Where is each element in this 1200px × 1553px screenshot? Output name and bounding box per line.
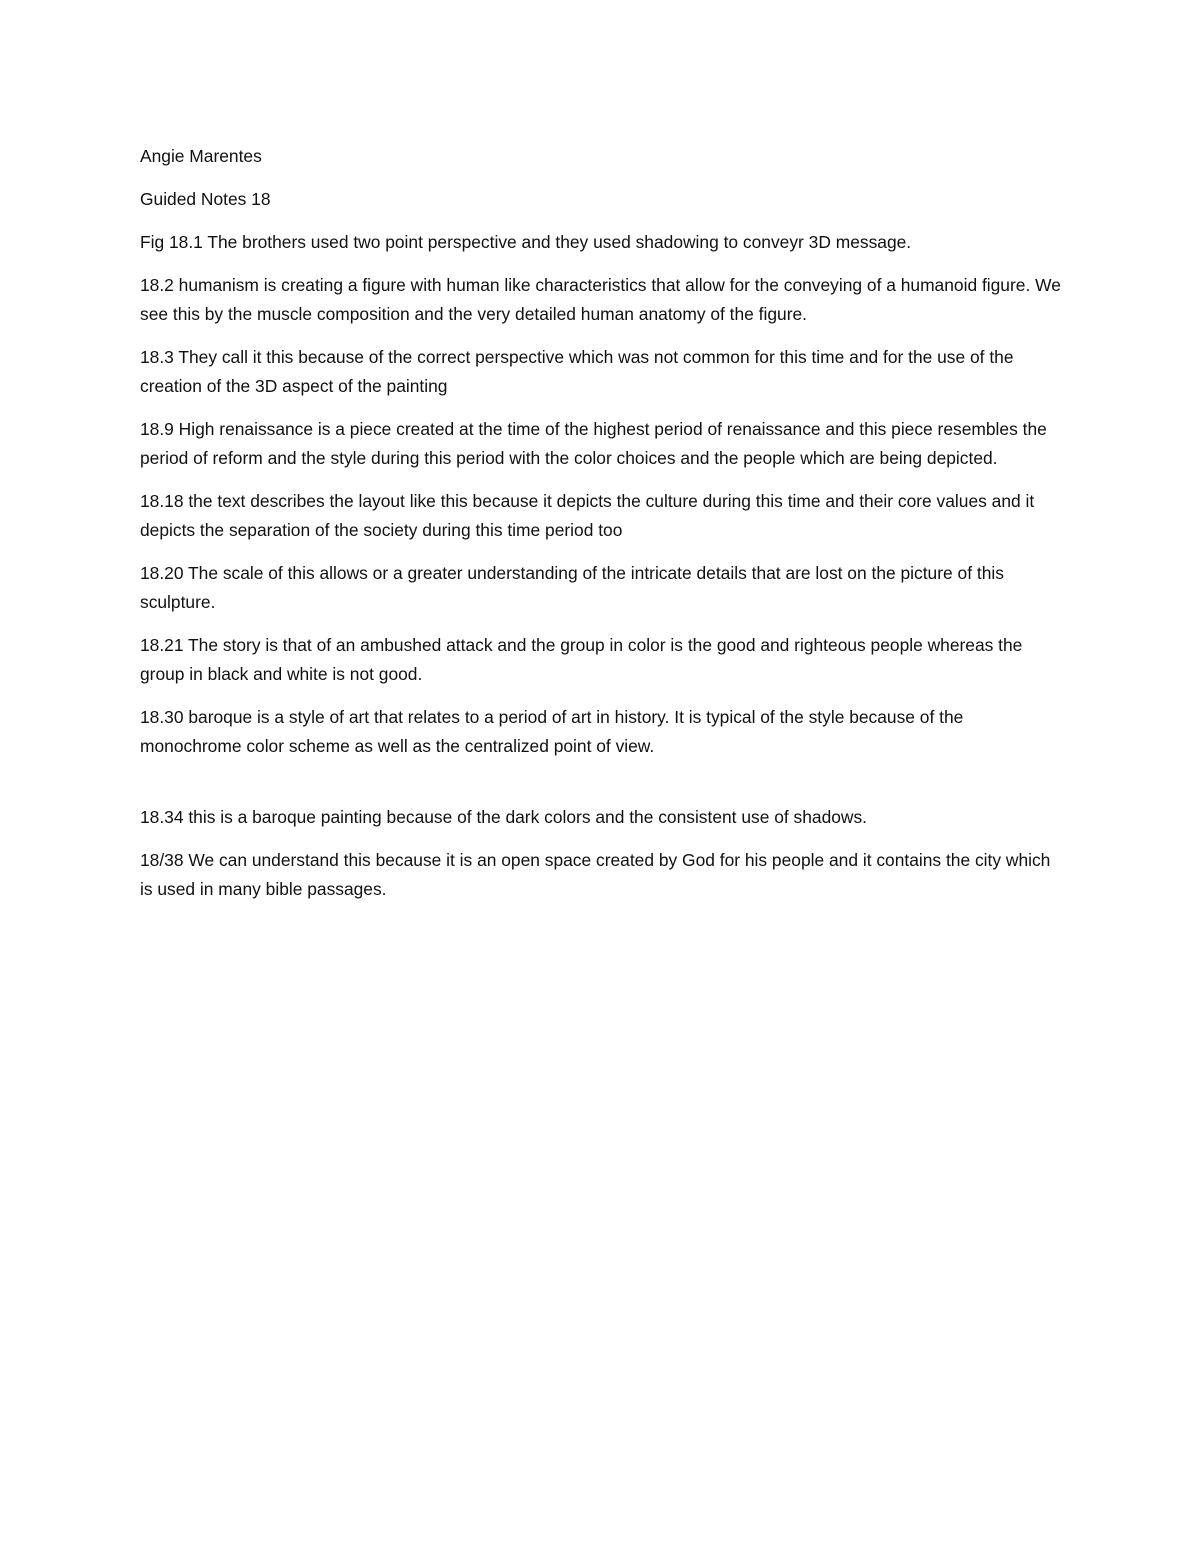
note-paragraph: 18/38 We can understand this because it is an open space created by God for his people and it contains the city which is used in many bible passages. — [140, 850, 1051, 899]
author-name: Angie Marentes — [140, 146, 262, 166]
note-paragraph: 18.2 humanism is creating a figure with human like characteristics that allow for the conveying of a humanoid figure. We see this by the muscle composition and the very detailed human anatomy of the figure. — [140, 275, 1061, 324]
document-title: Guided Notes 18 — [140, 189, 271, 209]
document-body — [140, 142, 1065, 918]
note-paragraph: 18.34 this is a baroque painting because of the dark colors and the consistent use of shadows. — [140, 807, 868, 827]
note-paragraph: Fig 18.1 The brothers used two point perspective and they used shadowing to conveyr 3D message. — [140, 232, 912, 252]
note-paragraph: 18.30 baroque is a style of art that relates to a period of art in history. It is typical of the style because of the monochrome color scheme as well as the centralized point of view. — [140, 707, 964, 756]
note-paragraph: 18.18 the text describes the layout like this because it depicts the culture during this time and their core values and it depicts the separation of the society during this time period too — [140, 491, 1035, 540]
note-paragraph: 18.21 The story is that of an ambushed attack and the group in color is the good and righteous people whereas the group in black and white is not good. — [140, 635, 1023, 684]
note-paragraph: 18.3 They call it this because of the correct perspective which was not common for this time and for the use of the creation of the 3D aspect of the painting — [140, 347, 1014, 396]
note-paragraph: 18.9 High renaissance is a piece created at the time of the highest period of renaissance and this piece resembles the period of reform and the style during this period with the color choices and the people which are being depicted. — [140, 419, 1047, 468]
note-paragraph: 18.20 The scale of this allows or a greater understanding of the intricate details that are lost on the picture of this sculpture. — [140, 563, 1004, 612]
blank-line — [140, 775, 1065, 803]
